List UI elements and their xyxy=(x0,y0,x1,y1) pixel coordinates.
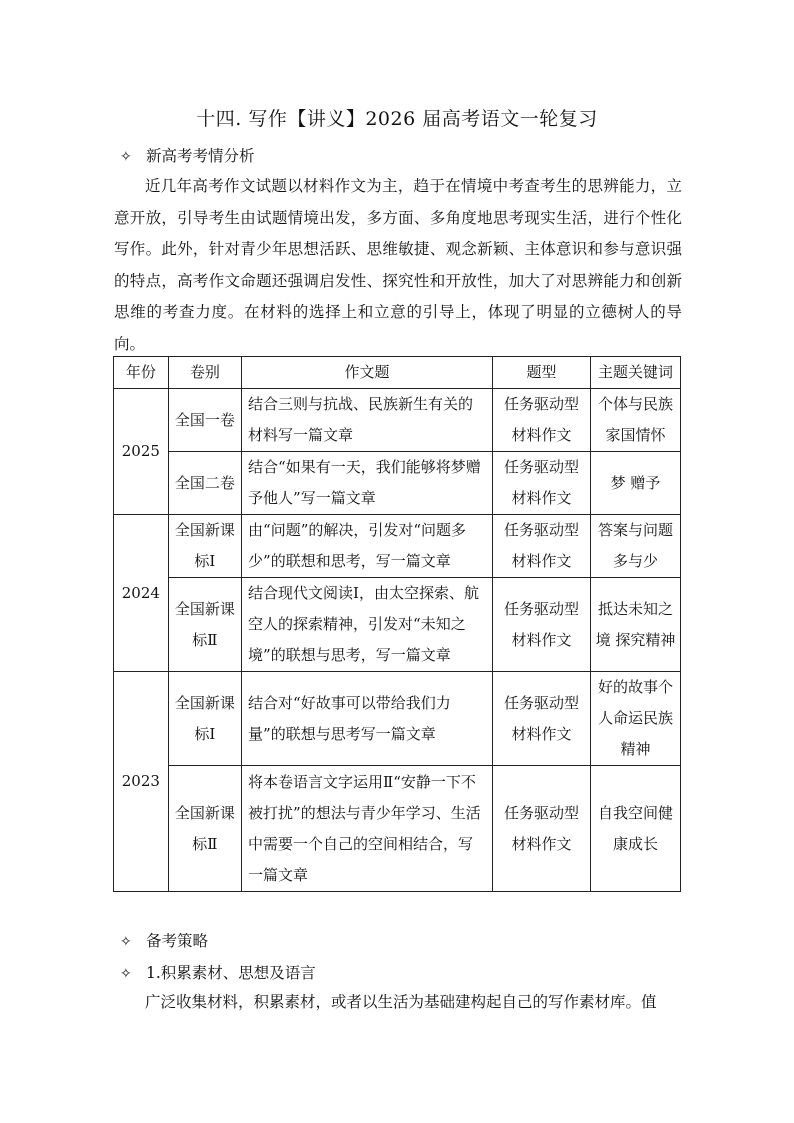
sub-heading: ✧ 1.积累素材、思想及语言 xyxy=(120,964,316,982)
year-cell: 2025 xyxy=(114,389,169,515)
header-keywords: 主题关键词 xyxy=(591,357,681,389)
keywords-cell: 抵达未知之境 探究精神 xyxy=(591,578,681,672)
table-row xyxy=(114,766,681,892)
type-cell: 任务驱动型材料作文 xyxy=(493,766,591,892)
sub-paragraph: 广泛收集材料，积累素材，或者以生活为基础建构起自己的写作素材库。值 xyxy=(145,993,657,1011)
header-volume: 卷别 xyxy=(168,357,241,389)
diamond-star-icon: ✧ xyxy=(120,934,132,950)
diamond-star-icon: ✧ xyxy=(120,966,132,982)
keywords-cell: 自我空间健康成长 xyxy=(591,766,681,892)
keywords-cell: 答案与问题多与少 xyxy=(591,515,681,578)
keywords-cell: 梦 赠予 xyxy=(591,452,681,515)
volume-cell: 全国新课标I xyxy=(168,672,241,766)
topic-cell: 将本卷语言文字运用Ⅱ“安静一下不被打扰”的想法与青少年学习、生活中需要一个自己的空间相结合，写一篇文章 xyxy=(242,766,493,892)
year-cell: 2024 xyxy=(114,515,169,672)
table-row xyxy=(114,672,681,766)
exam-topics-table xyxy=(113,356,681,892)
analysis-heading: ✧ 新高考考情分析 xyxy=(120,147,255,165)
header-type: 题型 xyxy=(493,357,591,389)
topic-cell: 结合三则与抗战、民族新生有关的材料写一篇文章 xyxy=(242,389,493,452)
header-topic: 作文题 xyxy=(242,357,493,389)
diamond-star-icon: ✧ xyxy=(120,149,132,165)
table-row xyxy=(114,578,681,672)
topic-cell: 结合对“好故事可以带给我们力量”的联想与思考写一篇文章 xyxy=(242,672,493,766)
table-header-row xyxy=(114,357,681,389)
volume-cell: 全国新课标Ⅱ xyxy=(168,766,241,892)
volume-cell: 全国二卷 xyxy=(168,452,241,515)
table-row xyxy=(114,515,681,578)
table-row xyxy=(114,389,681,452)
page-title: 十四. 写作【讲义】2026 届高考语文一轮复习 xyxy=(196,108,598,130)
table-row xyxy=(114,452,681,515)
type-cell: 任务驱动型材料作文 xyxy=(493,515,591,578)
type-cell: 任务驱动型材料作文 xyxy=(493,672,591,766)
analysis-paragraph: 近几年高考作文试题以材料作文为主，趋于在情境中考查考生的思辨能力，立意开放，引导考生由试题情境出发，多方面、多角度地思考现实生活，进行个性化写作。此外，针对青少年思想活跃、思维敏捷、观念新颖、主体意识和参与意识强的特点，高考作文命题还强调启发性、探究性和开放性，加大了对思辨能力和创新思维的考查力度。在材料的选择上和立意的引导上，体现了明显的立德树人的导向。 xyxy=(114,177,682,353)
strategy-heading: ✧ 备考策略 xyxy=(120,932,209,950)
type-cell: 任务驱动型材料作文 xyxy=(493,578,591,672)
volume-cell: 全国新课标I xyxy=(168,515,241,578)
keywords-cell: 好的故事个人命运民族精神 xyxy=(591,672,681,766)
type-cell: 任务驱动型材料作文 xyxy=(493,389,591,452)
volume-cell: 全国一卷 xyxy=(168,389,241,452)
volume-cell: 全国新课标Ⅱ xyxy=(168,578,241,672)
keywords-cell: 个体与民族家国情怀 xyxy=(591,389,681,452)
topic-cell: 结合“如果有一天，我们能够将梦赠予他人”写一篇文章 xyxy=(242,452,493,515)
type-cell: 任务驱动型材料作文 xyxy=(493,452,591,515)
header-year: 年份 xyxy=(114,357,169,389)
topic-cell: 由“问题”的解决，引发对“问题多少”的联想和思考，写一篇文章 xyxy=(242,515,493,578)
year-cell: 2023 xyxy=(114,672,169,892)
topic-cell: 结合现代文阅读I，由太空探索、航空人的探索精神，引发对“未知之境”的联想与思考，写一篇文章 xyxy=(242,578,493,672)
